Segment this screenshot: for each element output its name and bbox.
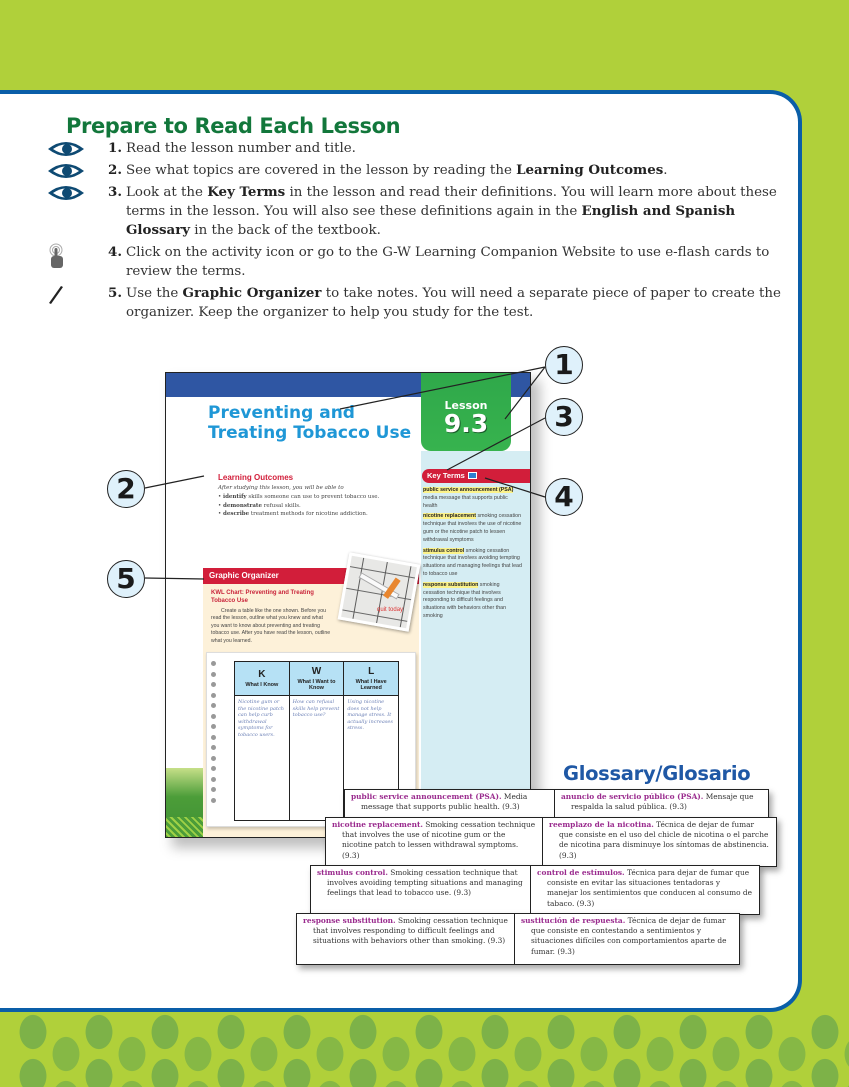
glossary-term: public service announcement (PSA). [351,792,502,801]
kwl-letter: L [368,666,375,677]
kwl-cell: How can refusal skills help prevent tobacco use? [289,696,344,821]
steps-list [46,139,786,325]
glossary-term: anuncio de servicio público (PSA). [561,792,704,801]
glossary-term: control de estímulos. [537,868,625,877]
learning-outcomes-list [218,494,379,520]
step-text-bold: Key Terms [207,184,286,200]
kwl-header-k [235,662,290,696]
glossary-title: Glossary/Glosario [563,762,751,785]
photo-caption: quit today [377,607,404,614]
outcome-verb: identify [223,494,247,500]
page-title: Prepare to Read Each Lesson [66,114,401,138]
glossary-term: nicotine replacement. [332,820,423,829]
glossary-english [345,790,554,818]
glossary-definition: Técnica de dejar de fumar que consiste en el uso del chicle de nicotina o el parche de nicotina para disminuye los síntomas de abstinencia. (9.3) [559,820,769,860]
step-text-part: Look at the [126,185,208,200]
key-term: response substitution [423,581,479,588]
learning-outcome-item [218,494,379,500]
key-term-definition: media message that supports public health [423,494,508,509]
key-term: public service announcement (PSA) [423,487,514,493]
kwl-label: What I Want to Know [297,679,336,691]
lesson-number-badge [421,373,511,451]
glossary-definition: Smoking cessation technique that involves the use of nicotine gum or the nicotine patch to lessen withdrawal symptoms. (9.3) [342,820,536,860]
kwl-letter: W [311,666,322,677]
background-dot-pattern [33,1032,849,1087]
learning-outcome-item [218,511,379,517]
step-3 [46,183,786,240]
kwl-cell: Nicotine gum or the nicotine patch can help curb withdrawal symptoms for tobacco users. [235,696,290,821]
step-text-part: in the back of the textbook. [190,223,381,238]
key-terms-heading: Key Terms [427,471,465,480]
outcome-text: treatment methods for nicotine addiction. [249,511,368,517]
learning-outcome-item [218,503,379,509]
step-number: 2. [108,162,122,178]
glossary-spanish [530,866,759,914]
step-text-bold: Graphic Organizer [182,285,322,301]
notebook-rings [211,661,217,808]
calendar-cigarette-photo [338,552,421,631]
glossary-spanish [542,818,776,866]
key-term: stimulus control [423,547,465,554]
graphic-organizer-instructions: Create a table like the one shown. Before you read the lesson, outline what you knew and what you want to know about preventing and treating tobacco use. After you have read the lesson, outline what you learned. [211,608,331,644]
glossary-entry [325,817,777,867]
kwl-cell: Using nicotine does not help manage stress. It actually increases stress. [344,696,399,821]
glossary-term: reemplazo de la nicotina. [549,820,654,829]
step-text-part: Use the [126,286,183,301]
key-term-item [423,487,523,510]
step-number: 1. [108,140,122,156]
callout-3: 3 [545,398,583,436]
key-terms-list [423,487,523,624]
step-text-part: Read the lesson number and title. [126,141,356,156]
learning-outcomes-heading: Learning Outcomes [218,473,294,482]
touch-hand-icon[interactable] [46,243,86,269]
glossary-definition: Smoking cessation technique that involves responding to difficult feelings and situations with behaviors other than smoking. (9.3) [313,916,508,946]
step-number: 4. [108,244,122,260]
key-term-item [423,582,523,621]
step-text-bold: English and Spanish Glossary [126,203,736,238]
glossary-term: sustitución de respuesta. [521,916,626,925]
outcome-text: refusal skills. [261,502,301,509]
key-term: nicotine replacement [423,513,476,520]
step-number: 5. [108,285,122,301]
glossary-definition: Smoking cessation technique that involves avoiding tempting situations and managing feelings that lead to tobacco use. (9.3) [327,868,523,898]
callout-1: 1 [545,346,583,384]
key-term-definition: smoking cessation technique that involves avoiding tempting situations and managing feelings that lead to tobacco use [423,547,522,577]
glossary-english [297,914,514,964]
outcome-verb: describe [223,511,250,517]
kwl-label: What I Know [245,682,279,688]
eye-icon [46,161,86,181]
glossary-definition: Media message that supports public health. (9.3) [361,792,528,812]
eye-icon [46,183,86,203]
glossary-entry [296,913,740,965]
glossary-definition: Técnica de dejar de fumar que consiste en contestando a sentimientos y situaciones difíciles con comportamientos aparte de fumar. (9.3) [531,916,727,956]
step-text [108,243,786,281]
kwl-label: What I Have Learned [355,679,387,691]
step-1 [46,139,786,158]
key-terms-heading-bar [422,469,531,483]
step-text-part: to take notes. You will need a separate piece of paper to create the organizer. Keep the organizer to help you study for the test. [126,286,781,320]
step-text-part: See what topics are covered in the lesson by reading the [126,163,517,178]
callout-5: 5 [107,560,145,598]
key-term-definition: smoking cessation technique that involves the use of nicotine gum or the nicotine patch to lessen withdrawal symptoms [423,513,522,543]
glossary-english [326,818,542,866]
outcome-text: skills someone can use to prevent tobacco use. [246,494,380,500]
outcome-verb: demonstrate [223,502,262,509]
step-text [108,139,786,158]
lesson-label: Lesson [444,399,488,412]
pen-icon [46,284,86,304]
glossary-definition: Mensaje que respalda la salud pública. (9.3) [571,792,754,812]
callout-2: 2 [107,470,145,508]
step-text-part: . [663,163,668,178]
step-number: 3. [108,184,122,200]
graphic-organizer-subheading: KWL Chart: Preventing and Treating Tobacco Use [211,590,314,604]
step-text-part: in the lesson and read their definitions. You will learn more about these terms in the lesson. You will also see these definitions again in the [126,185,777,219]
glossary-entry [310,865,760,915]
glossary-term: stimulus control. [317,868,388,877]
lesson-page-sample [165,372,531,838]
graphic-organizer-heading: Graphic Organizer [203,568,419,584]
step-2 [46,161,786,180]
lesson-title [208,403,411,443]
learning-outcomes-intro: After studying this lesson, you will be able to [218,485,344,491]
glossary-english [311,866,530,914]
glossary-entry [344,789,769,819]
kwl-header-w [289,662,344,696]
step-text-bold: Learning Outcomes [516,162,664,178]
key-term-item [423,548,523,579]
step-5 [46,284,786,322]
kwl-header-l [344,662,399,696]
step-text [108,183,786,240]
glossary-spanish [514,914,739,964]
kwl-letter: K [258,669,266,680]
key-term-definition: smoking cessation technique that involves responding to difficult feelings and situations with behaviors other than smoking [423,581,507,619]
lesson-title-line: Treating Tobacco Use [208,423,412,443]
activity-link-icon[interactable] [468,472,477,479]
lesson-number: 9.3 [443,409,489,438]
step-text [108,161,786,180]
glossary-definition: Técnica para dejar de fumar que consiste en evitar las situaciones tentadoras y manejar los sentimientos que conducen al consumo de tabaco. (9.3) [547,868,753,908]
step-text-part: Click on the activity icon or go to the G-W Learning Companion Website to use e-flash cards to review the terms. [126,245,770,279]
glossary-spanish [554,790,768,818]
key-term-item [423,513,523,544]
step-4 [46,243,786,281]
step-text [108,284,786,322]
glossary-term: response substitution. [303,916,396,925]
callout-4: 4 [545,478,583,516]
lesson-title-line: Preventing and [208,403,355,423]
eye-icon [46,139,86,159]
